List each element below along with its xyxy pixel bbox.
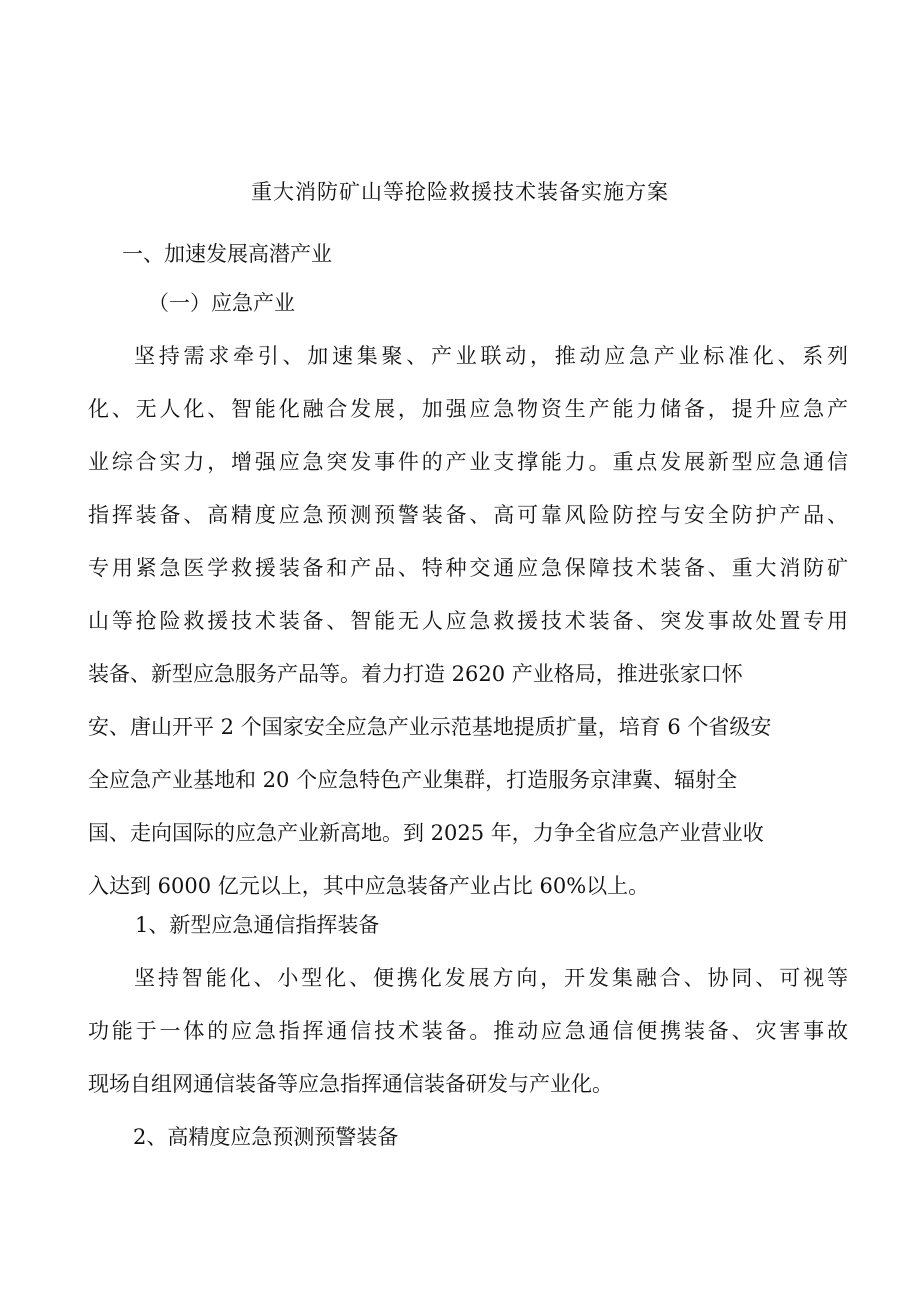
item-heading-communication: 1、新型应急通信指挥装备 bbox=[135, 913, 380, 937]
paragraph-line: 全应急产业基地和 20 个应急特色产业集群，打造服务京津冀、辐射全 bbox=[88, 768, 738, 792]
paragraph-line: 装备、新型应急服务产品等。着力打造 2620 产业格局，推进张家口怀 bbox=[88, 662, 743, 686]
paragraph-line: 化、无人化、智能化融合发展，加强应急物资生产能力储备，提升应急产 bbox=[88, 397, 848, 421]
paragraph-line: 入达到 6000 亿元以上，其中应急装备产业占比 60%以上。 bbox=[88, 874, 650, 898]
paragraph-line: 山等抢险救援技术装备、智能无人应急救援技术装备、突发事故处置专用 bbox=[88, 609, 848, 633]
document-title: 重大消防矿山等抢险救援技术装备实施方案 bbox=[251, 180, 669, 204]
paragraph-line: 国、走向国际的应急产业新高地。到 2025 年，力争全省应急产业营业收 bbox=[88, 821, 764, 845]
paragraph-communication-equipment bbox=[88, 952, 848, 1111]
paragraph-line: 现场自组网通信装备等应急指挥通信装备研发与产业化。 bbox=[88, 1072, 613, 1096]
section-heading: 一、加速发展高潜产业 bbox=[122, 242, 332, 266]
paragraph-line: 业综合实力，增强应急突发事件的产业支撑能力。重点发展新型应急通信 bbox=[88, 450, 848, 474]
paragraph-line: 坚持需求牵引、加速集聚、产业联动，推动应急产业标准化、系列 bbox=[134, 344, 848, 368]
paragraph-emergency-industry bbox=[88, 330, 848, 913]
item-heading-warning: 2、高精度应急预测预警装备 bbox=[133, 1125, 399, 1149]
subsection-heading: （一）应急产业 bbox=[148, 291, 295, 315]
paragraph-line: 功能于一体的应急指挥通信技术装备。推动应急通信便携装备、灾害事故 bbox=[88, 1019, 848, 1043]
paragraph-line: 指挥装备、高精度应急预测预警装备、高可靠风险防控与安全防护产品、 bbox=[88, 503, 848, 527]
paragraph-line: 专用紧急医学救援装备和产品、特种交通应急保障技术装备、重大消防矿 bbox=[88, 556, 848, 580]
paragraph-line: 安、唐山开平 2 个国家安全应急产业示范基地提质扩量，培育 6 个省级安 bbox=[88, 715, 772, 739]
paragraph-line: 坚持智能化、小型化、便携化发展方向，开发集融合、协同、可视等 bbox=[134, 966, 848, 990]
